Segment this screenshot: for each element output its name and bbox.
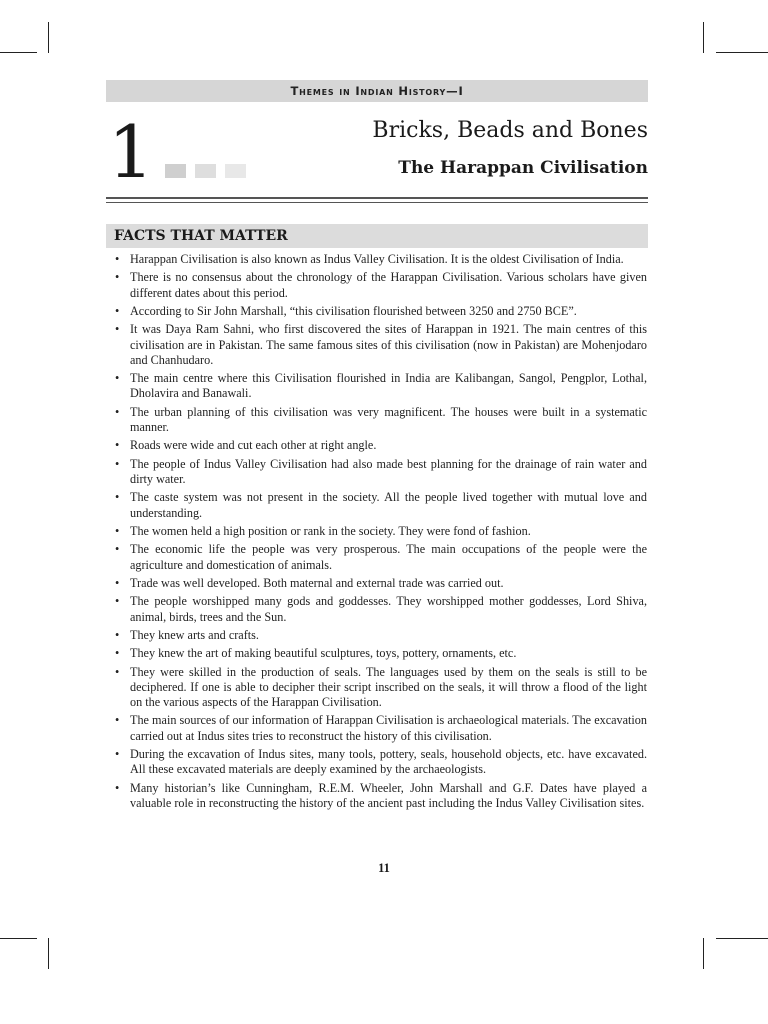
fact-text: Harappan Civilisation is also known as Indus Valley Civilisation. It is the oldest Civilisation of India. bbox=[130, 252, 624, 266]
crop-mark-bottom-left-vertical bbox=[48, 938, 49, 969]
fact-item bbox=[114, 524, 647, 539]
fact-item bbox=[114, 304, 647, 319]
fact-text: There is no consensus about the chronology of the Harappan Civilisation. Various scholars have given different dates about this period. bbox=[130, 270, 647, 300]
crop-mark-top-right-horizontal bbox=[716, 52, 768, 53]
fact-text: They knew the art of making beautiful sculptures, toys, pottery, ornaments, etc. bbox=[130, 646, 517, 661]
fact-text: The people worshipped many gods and goddesses. They worshipped mother goddesses, Lord Shiva, animal, birds, trees and the Sun. bbox=[130, 594, 647, 624]
crop-mark-bottom-right-horizontal bbox=[716, 938, 768, 939]
facts-list bbox=[114, 252, 647, 814]
bullet-icon: • bbox=[115, 575, 120, 590]
bullet-icon: • bbox=[115, 747, 120, 762]
fact-item bbox=[114, 252, 647, 267]
fact-item bbox=[114, 457, 647, 487]
bullet-icon: • bbox=[115, 627, 120, 642]
section-title: FACTS THAT MATTER bbox=[114, 228, 288, 244]
bullet-icon: • bbox=[115, 646, 120, 661]
crop-mark-top-left-horizontal bbox=[0, 52, 37, 53]
bullet-icon: • bbox=[115, 252, 120, 266]
fact-item bbox=[114, 322, 647, 368]
fact-text: The economic life the people was very prosperous. The main occupations of the people were the agriculture and domestication of animals. bbox=[130, 542, 647, 572]
bullet-icon: • bbox=[115, 594, 120, 609]
decorative-square-2 bbox=[195, 164, 216, 178]
fact-text: The people of Indus Valley Civilisation had also made best planning for the drainage of rain water and dirty water. bbox=[130, 456, 647, 486]
bullet-icon: • bbox=[115, 490, 120, 505]
crop-mark-bottom-right-vertical bbox=[703, 938, 704, 969]
fact-text: The caste system was not present in the society. All the people lived together with mutual love and understanding. bbox=[130, 490, 647, 520]
bullet-icon: • bbox=[115, 371, 120, 386]
fact-text: Trade was well developed. Both maternal and external trade was carried out. bbox=[130, 575, 504, 590]
bullet-icon: • bbox=[115, 404, 120, 419]
bullet-icon: • bbox=[115, 438, 120, 453]
crop-mark-bottom-left-horizontal bbox=[0, 938, 37, 939]
fact-text: It was Daya Ram Sahni, who first discovered the sites of Harappan in 1921. The main centres of this civilisation are in Pakistan. The same famous sites of this civilisation (now in Pakistan) are Mohenjodaro and Chanhudaro. bbox=[130, 322, 647, 367]
fact-text: The main centre where this Civilisation flourished in India are Kalibangan, Sangol, Pengplor, Lothal, Dholavira and Banawali. bbox=[130, 371, 647, 401]
bullet-icon: • bbox=[115, 322, 120, 337]
fact-text: They were skilled in the production of seals. The languages used by them on the seals is still to be deciphered. If one is able to decipher their script inscribed on the seals, it will throw a flood of the light on the various aspects of the Harappan Civilisation. bbox=[130, 664, 647, 710]
bullet-icon: • bbox=[115, 523, 120, 538]
fact-item bbox=[114, 576, 647, 591]
running-header-title: Themes in Indian History—I bbox=[290, 84, 464, 98]
fact-text: Many historian’s like Cunningham, R.E.M. Wheeler, John Marshall and G.F. Dates have played a valuable role in reconstructing the history of the ancient past including the Indus Valley Civilisation sites. bbox=[130, 780, 647, 810]
heading-rule-thick bbox=[106, 197, 648, 199]
crop-mark-top-right-vertical bbox=[703, 22, 704, 53]
running-header bbox=[106, 80, 648, 102]
fact-item bbox=[114, 665, 647, 711]
section-header bbox=[106, 224, 648, 248]
bullet-icon: • bbox=[115, 713, 120, 728]
fact-text: During the excavation of Indus sites, many tools, pottery, seals, household objects, etc. have excavated. All these excavated materials are deeply examined by the archaeologists. bbox=[130, 747, 647, 777]
fact-item bbox=[114, 747, 647, 777]
fact-item bbox=[114, 490, 647, 520]
bullet-icon: • bbox=[115, 270, 120, 285]
fact-text: They knew arts and crafts. bbox=[130, 627, 259, 642]
chapter-number: 1 bbox=[108, 110, 154, 194]
fact-text: Roads were wide and cut each other at right angle. bbox=[130, 438, 377, 453]
fact-item bbox=[114, 781, 647, 811]
fact-item bbox=[114, 542, 647, 572]
bullet-icon: • bbox=[115, 303, 120, 318]
heading-rule-thin bbox=[106, 202, 648, 203]
fact-item bbox=[114, 594, 647, 624]
decorative-square-3 bbox=[225, 164, 246, 178]
page-number: 11 bbox=[378, 861, 390, 875]
fact-item bbox=[114, 713, 647, 743]
fact-item bbox=[114, 628, 647, 643]
decorative-square-1 bbox=[165, 164, 186, 178]
fact-item bbox=[114, 371, 647, 401]
fact-text: The main sources of our information of Harappan Civilisation is archaeological materials. The excavation carried out at Indus sites tries to reconstruct the history of this civilisation. bbox=[130, 713, 647, 743]
fact-item bbox=[114, 646, 647, 661]
fact-item bbox=[114, 270, 647, 300]
bullet-icon: • bbox=[115, 456, 120, 471]
fact-item bbox=[114, 405, 647, 435]
bullet-icon: • bbox=[115, 780, 120, 795]
chapter-title: Bricks, Beads and Bones bbox=[372, 118, 648, 143]
chapter-subtitle: The Harappan Civilisation bbox=[398, 158, 648, 178]
fact-item bbox=[114, 438, 647, 453]
fact-text: According to Sir John Marshall, “this civilisation flourished between 3250 and 2750 BCE”. bbox=[130, 303, 577, 318]
bullet-icon: • bbox=[115, 664, 120, 679]
crop-mark-top-left-vertical bbox=[48, 22, 49, 53]
fact-text: The women held a high position or rank in the society. They were fond of fashion. bbox=[130, 523, 531, 538]
bullet-icon: • bbox=[115, 542, 120, 557]
fact-text: The urban planning of this civilisation was very magnificent. The houses were built in a systematic manner. bbox=[130, 404, 647, 434]
